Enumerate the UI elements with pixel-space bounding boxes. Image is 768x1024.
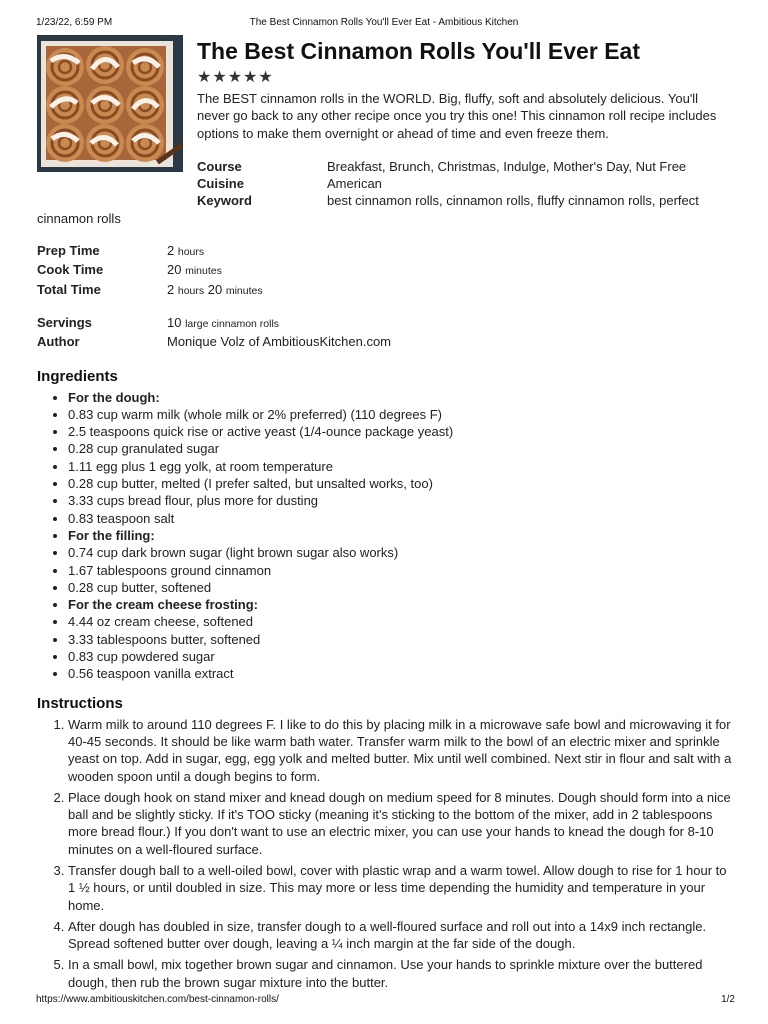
- author-label: Author: [37, 334, 80, 350]
- instruction-step: 5. In a small bowl, mix together brown sugar and cinnamon. Use your hands to sprinkle mixture over the buttered dough, then rub the brown sugar mixture into the butter.: [68, 956, 732, 991]
- recipe-times: [37, 242, 732, 350]
- course-value: Breakfast, Brunch, Christmas, Indulge, Mother's Day, Nut Free: [327, 158, 687, 174]
- servings-value: 10: [167, 314, 182, 330]
- ingredient-item: • 3.33 tablespoons butter, softened: [68, 631, 732, 648]
- total-time-minutes: 20: [207, 281, 223, 297]
- ingredient-item: • 3.33 cups bread flour, plus more for dusting: [68, 492, 732, 509]
- recipe-card: [37, 35, 732, 995]
- cuisine-label: Cuisine: [197, 176, 244, 192]
- instruction-step: 3. Transfer dough ball to a well-oiled bowl, cover with plastic wrap and a warm towel. Allow dough to rise for 1 hour to 1 ½ hours, or until doubled in size. This may more or less time depending the humidity and temperature in your home.: [68, 862, 732, 914]
- cuisine-row: [37, 175, 732, 192]
- prep-time-value: 2: [167, 243, 175, 259]
- ingredient-item: • 0.83 teaspoon salt: [68, 510, 732, 527]
- cook-time-unit: minutes: [185, 265, 222, 278]
- ingredient-group-heading: • For the filling:: [68, 527, 732, 544]
- ingredient-item: • 0.83 cup warm milk (whole milk or 2% preferred) (110 degrees F): [68, 406, 732, 423]
- total-time-row: [37, 281, 732, 300]
- total-time-label: Total Time: [37, 281, 101, 297]
- servings-label: Servings: [37, 314, 92, 330]
- keyword-label: Keyword: [197, 193, 252, 209]
- star-icon: ★: [212, 69, 228, 86]
- recipe-photo: [37, 35, 183, 172]
- print-url: https://www.ambitiouskitchen.com/best-cinnamon-rolls/: [36, 994, 279, 1005]
- ingredient-item: • 0.56 teaspoon vanilla extract: [68, 665, 732, 682]
- prep-time-unit: hours: [177, 246, 205, 259]
- prep-time-row: [37, 242, 732, 261]
- print-header: [36, 17, 732, 29]
- ingredient-item: • 0.28 cup granulated sugar: [68, 440, 732, 457]
- star-icon: ★: [197, 69, 213, 86]
- servings-unit: large cinnamon rolls: [185, 317, 280, 330]
- cuisine-value: American: [327, 176, 382, 192]
- ingredient-item: • 4.44 oz cream cheese, softened: [68, 613, 732, 630]
- star-icon: ★: [258, 69, 274, 86]
- ingredient-item: • 0.28 cup butter, softened: [68, 579, 732, 596]
- course-label: Course: [197, 158, 242, 174]
- ingredient-group-heading: • For the cream cheese frosting:: [68, 596, 732, 613]
- print-page-number: 1/2: [721, 994, 735, 1005]
- instructions-list: [37, 716, 732, 991]
- instructions-heading: Instructions: [37, 694, 123, 712]
- ingredient-item: • 1.11 egg plus 1 egg yolk, at room temperature: [68, 458, 732, 475]
- keyword-value: best cinnamon rolls, cinnamon rolls, fluffy cinnamon rolls, perfect cinnamon rolls: [37, 193, 699, 226]
- author-row: [37, 333, 732, 350]
- ingredients-list: [37, 389, 732, 683]
- star-icon: ★: [227, 69, 244, 86]
- recipe-title: The Best Cinnamon Rolls You'll Ever Eat: [197, 38, 640, 64]
- cook-time-label: Cook Time: [37, 262, 104, 278]
- instruction-step: 4. After dough has doubled in size, transfer dough to a well-floured surface and roll out into a 14x9 inch rectangle. Spread softened butter over dough, leaving a ¼ inch margin at the far side of the dough.: [68, 918, 732, 953]
- recipe-summary: The BEST cinnamon rolls in the WORLD. Big, fluffy, soft and absolutely delicious. You'll never go back to any other recipe once you try this one! This cinnamon roll recipe includes options to make them overnight or ahead of time and even freeze them.: [197, 91, 717, 141]
- ingredient-item: • 1.67 tablespoons ground cinnamon: [68, 562, 732, 579]
- ingredients-heading: Ingredients: [37, 367, 118, 385]
- total-time-hours-unit: hours: [177, 284, 205, 297]
- cook-time-row: [37, 261, 732, 280]
- author-value: Monique Volz of AmbitiousKitchen.com: [167, 334, 392, 350]
- ingredient-item: • 0.74 cup dark brown sugar (light brown sugar also works): [68, 544, 732, 561]
- instruction-step: 2. Place dough hook on stand mixer and knead dough on medium speed for 8 minutes. Dough should form into a nice ball and be slightly sticky. If it's TOO sticky (meaning it's sticking to the bottom of the mixer, add in 2 tablespoons more bread flour.) If you don't want to use an electric mixer, you can use your hands to knead the dough for 8-10 minutes on a well-floured surface.: [68, 789, 732, 858]
- ingredient-item: • 2.5 teaspoons quick rise or active yeast (1/4-ounce package yeast): [68, 423, 732, 440]
- ingredient-item: • 0.83 cup powdered sugar: [68, 648, 732, 665]
- cook-time-value: 20: [167, 262, 182, 278]
- print-datetime: 1/23/22, 6:59 PM: [36, 17, 113, 28]
- ingredient-group-heading: • For the dough:: [68, 389, 732, 406]
- keyword-row: [37, 192, 732, 227]
- total-time-minutes-unit: minutes: [225, 284, 263, 297]
- instruction-step: 1. Warm milk to around 110 degrees F. I like to do this by placing milk in a microwave safe bowl and microwaving it for 40-45 seconds. It should be like warm bath water. Transfer warm milk to the bowl of an electric mixer and sprinkle yeast on top. Add in sugar, egg, egg yolk and melted butter. Mix until well combined. Next stir in flour and salt with a wooden spoon until a dough begins to form.: [68, 716, 732, 785]
- servings-row: [37, 314, 732, 333]
- star-icon: ★: [243, 69, 259, 86]
- total-time-hours: 2: [167, 281, 175, 297]
- ingredient-item: • 0.28 cup butter, melted (I prefer salted, but unsalted works, too): [68, 475, 732, 492]
- print-page-title: The Best Cinnamon Rolls You'll Ever Eat - Ambitious Kitchen: [249, 17, 519, 28]
- prep-time-label: Prep Time: [37, 243, 100, 259]
